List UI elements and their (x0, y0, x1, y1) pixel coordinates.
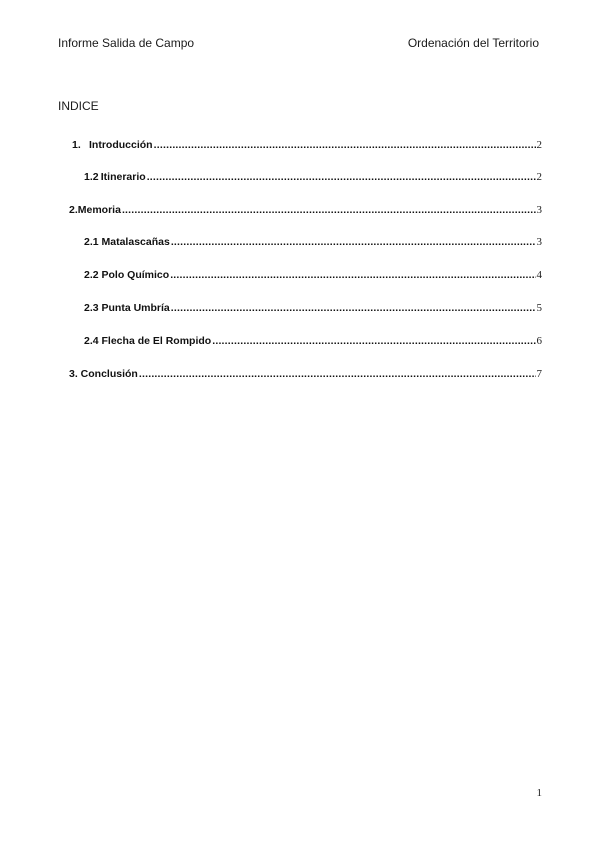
header-title-right: Ordenación del Territorio (407, 36, 539, 50)
toc-dot-leader (171, 235, 536, 249)
toc-entry-title: Itinerario (100, 171, 146, 183)
toc-dot-leader (147, 170, 536, 184)
toc-entry-title: 2.4 Flecha de El Rompido (84, 335, 212, 347)
toc-dot-leader (139, 367, 536, 381)
toc-entry-memoria[interactable] (69, 203, 542, 217)
toc-entry-number: 1. (72, 139, 81, 151)
toc-entry-itinerario[interactable] (84, 170, 542, 184)
toc-entry-punta-umbria[interactable] (84, 301, 542, 315)
toc-entry-introduccion[interactable] (72, 138, 542, 152)
toc-entry-title: 2.2 Polo Químico (84, 269, 170, 281)
toc-entry-title: 2.1 Matalascañas (84, 236, 170, 248)
toc-entry-matalascanas[interactable] (84, 235, 542, 249)
toc-dot-leader (171, 301, 536, 315)
toc-entry-page: 4 (536, 269, 542, 281)
toc-entry-title: Introducción (89, 139, 153, 151)
toc-dot-leader (154, 138, 536, 152)
toc-dot-leader (170, 268, 535, 282)
toc-entry-title: 3. Conclusión (69, 368, 138, 380)
footer-page-number: 1 (536, 787, 542, 799)
toc-entry-page: 6 (536, 335, 542, 347)
toc-entry-page: 3 (536, 204, 542, 216)
header-title-left: Informe Salida de Campo (58, 36, 195, 50)
toc-dot-leader (212, 334, 535, 348)
toc-entry-polo-quimico[interactable] (84, 268, 542, 282)
toc-entry-title: 2.3 Punta Umbría (84, 302, 170, 314)
toc-entry-page: 2 (536, 139, 542, 151)
toc-heading: INDICE (58, 99, 99, 113)
toc-entry-title: 2.Memoria (69, 204, 121, 216)
toc-entry-page: 7 (536, 368, 542, 380)
toc-entry-number: 1.2 (84, 171, 99, 183)
toc-entry-page: 3 (536, 236, 542, 248)
toc-entry-flecha-el-rompido[interactable] (84, 334, 542, 348)
toc-entry-conclusion[interactable] (69, 367, 542, 381)
toc-entry-page: 2 (536, 171, 542, 183)
toc-dot-leader (122, 203, 536, 217)
toc-entry-page: 5 (536, 302, 542, 314)
